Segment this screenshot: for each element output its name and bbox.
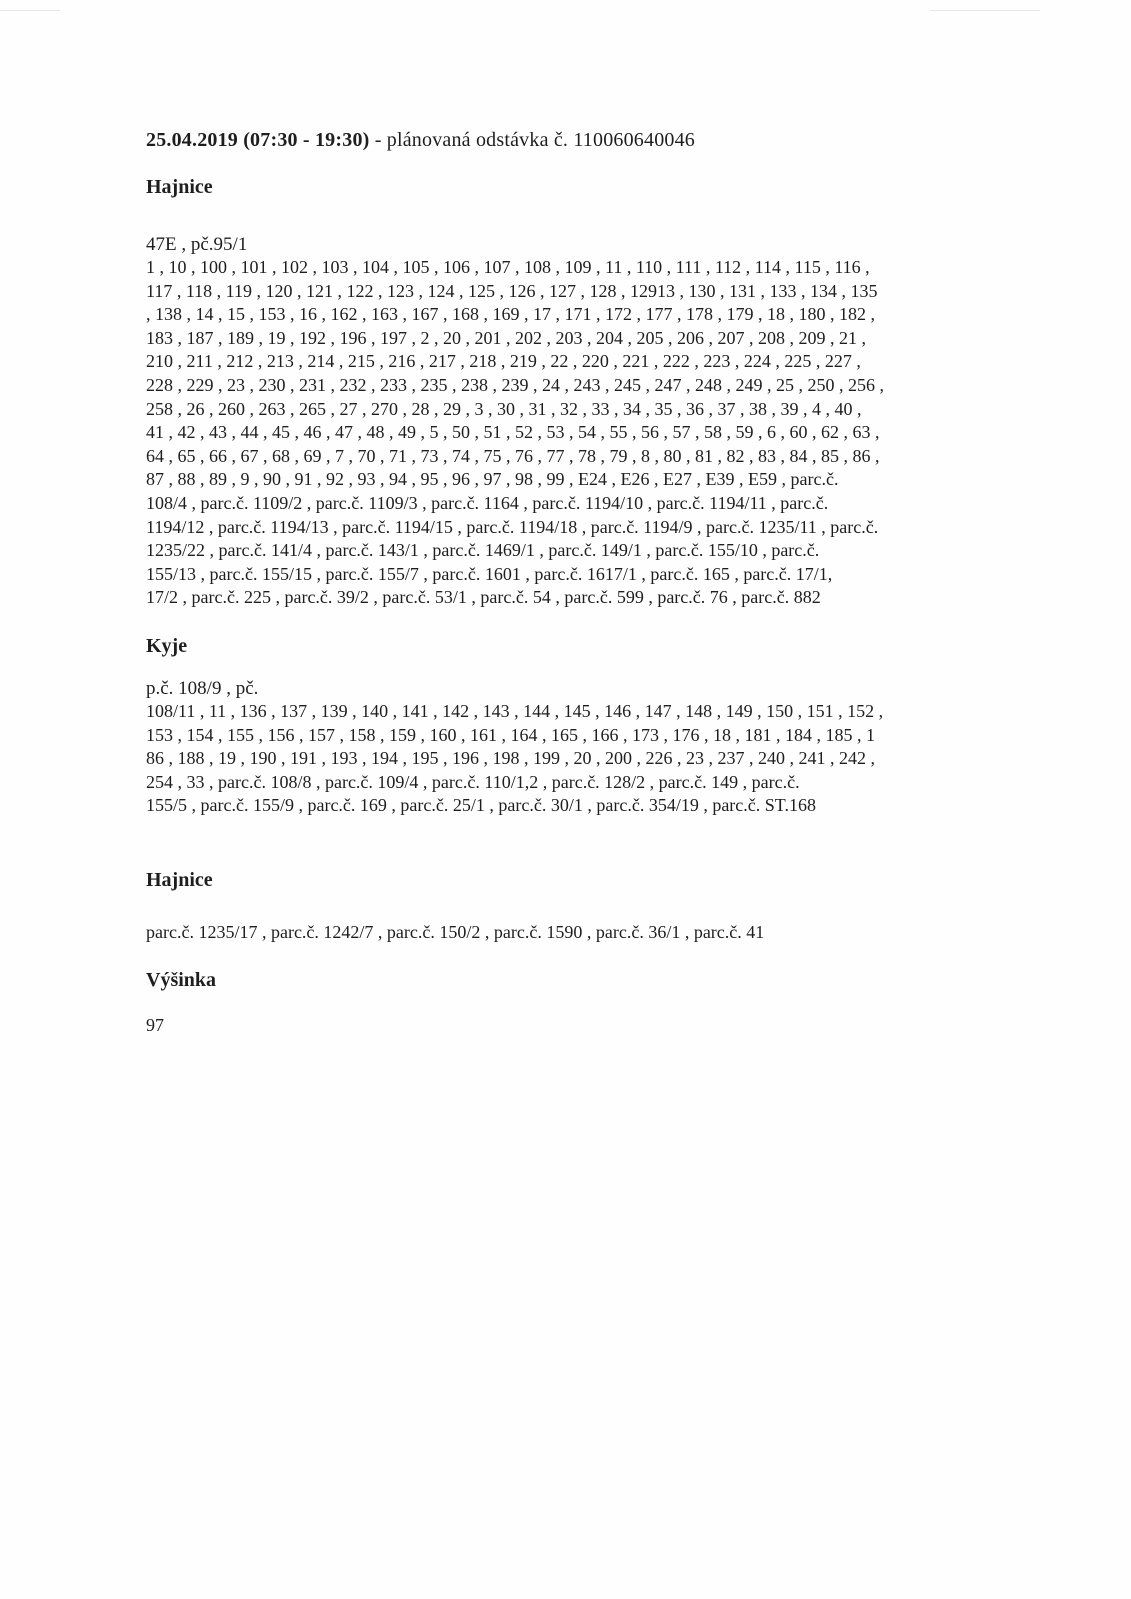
address-line: 97 <box>146 1015 164 1036</box>
address-line: 1 , 10 , 100 , 101 , 102 , 103 , 104 , 105 , 106 , 107 , 108 , 109 , 11 , 110 , 111 , 112 , 114 , 115 , 116 , <box>146 257 870 277</box>
section-hajnice <box>146 175 1026 610</box>
outage-date-time: 25.04.2019 (07:30 - 19:30) <box>146 129 370 151</box>
address-line: 210 , 211 , 212 , 213 , 214 , 215 , 216 , 217 , 218 , 219 , 22 , 220 , 221 , 222 , 223 , 224 , 225 , 227 , <box>146 351 861 372</box>
document-content <box>146 128 1026 1038</box>
address-line: , 138 , 14 , 15 , 153 , 16 , 162 , 163 , 167 , 168 , 169 , 17 , 171 , 172 , 177 , 178 , 179 , 18 , 180 , 182 , <box>146 304 875 325</box>
section-kyje <box>146 634 1026 818</box>
section-heading: Hajnice <box>146 176 213 198</box>
address-line: 87 , 88 , 89 , 9 , 90 , 91 , 92 , 93 , 94 , 95 , 96 , 97 , 98 , 99 , E24 , E26 , E27 , E39 , E59 , parc.č. <box>146 469 839 490</box>
address-line: 183 , 187 , 189 , 19 , 192 , 196 , 197 , 2 , 20 , 201 , 202 , 203 , 204 , 205 , 206 , 207 , 208 , 209 , 21 , <box>146 327 866 348</box>
address-line: 254 , 33 , parc.č. 108/8 , parc.č. 109/4 , parc.č. 110/1,2 , parc.č. 128/2 , parc.č. 149 , parc.č. <box>146 771 800 792</box>
address-line: 108/11 , 11 , 136 , 137 , 139 , 140 , 141 , 142 , 143 , 144 , 145 , 146 , 147 , 148 , 149 , 150 , 151 , 152 , <box>146 700 884 721</box>
address-line: p.č. 108/9 , pč. <box>146 677 259 699</box>
section-heading: Výšinka <box>146 969 217 992</box>
address-line: parc.č. 1235/17 , parc.č. 1242/7 , parc.č. 150/2 , parc.č. 1590 , parc.č. 36/1 , parc.č. 41 <box>146 921 765 942</box>
address-line: 258 , 26 , 260 , 263 , 265 , 27 , 270 , 28 , 29 , 3 , 30 , 31 , 32 , 33 , 34 , 35 , 36 , 37 , 38 , 39 , 4 , 40 , <box>146 398 862 419</box>
address-line: 47E , pč.95/1 <box>146 234 248 255</box>
scan-edge-mark <box>0 10 60 11</box>
address-line: 108/4 , parc.č. 1109/2 , parc.č. 1109/3 , parc.č. 1164 , parc.č. 1194/10 , parc.č. 1194/11 , parc.č. <box>146 492 829 513</box>
outage-description: - plánovaná odstávka č. 110060640046 <box>369 129 695 151</box>
address-line: 228 , 229 , 23 , 230 , 231 , 232 , 233 , 235 , 238 , 239 , 24 , 243 , 245 , 247 , 248 , 249 , 25 , 250 , 256 , <box>146 374 884 395</box>
scan-edge-mark <box>930 10 1040 11</box>
address-line: 41 , 42 , 43 , 44 , 45 , 46 , 47 , 48 , 49 , 5 , 50 , 51 , 52 , 53 , 54 , 55 , 56 , 57 , 58 , 59 , 6 , 60 , 62 , 63 , <box>146 422 880 443</box>
section-vysinka <box>146 968 1026 1038</box>
address-line: 86 , 188 , 19 , 190 , 191 , 193 , 194 , 195 , 196 , 198 , 199 , 20 , 200 , 226 , 23 , 237 , 240 , 241 , 242 , <box>146 748 875 769</box>
address-line: 155/5 , parc.č. 155/9 , parc.č. 169 , parc.č. 25/1 , parc.č. 30/1 , parc.č. 354/19 , parc.č. ST.168 <box>146 795 816 816</box>
address-line: 17/2 , parc.č. 225 , parc.č. 39/2 , parc.č. 53/1 , parc.č. 54 , parc.č. 599 , parc.č. 76 , parc.č. 882 <box>146 587 821 608</box>
address-line: 1235/22 , parc.č. 141/4 , parc.č. 143/1 , parc.č. 1469/1 , parc.č. 149/1 , parc.č. 155/10 , parc.č. <box>146 540 820 561</box>
outage-title <box>146 128 1026 152</box>
address-line: 155/13 , parc.č. 155/15 , parc.č. 155/7 , parc.č. 1601 , parc.č. 1617/1 , parc.č. 165 , parc.č. 17/1, <box>146 563 833 584</box>
address-line: 153 , 154 , 155 , 156 , 157 , 158 , 159 , 160 , 161 , 164 , 165 , 166 , 173 , 176 , 18 , 181 , 184 , 185 , 1 <box>146 724 875 745</box>
address-line: 1194/12 , parc.č. 1194/13 , parc.č. 1194/15 , parc.č. 1194/18 , parc.č. 1194/9 , parc.č. 1235/11 , parc.č. <box>146 516 879 537</box>
address-line: 64 , 65 , 66 , 67 , 68 , 69 , 7 , 70 , 71 , 73 , 74 , 75 , 76 , 77 , 78 , 79 , 8 , 80 , 81 , 82 , 83 , 84 , 85 , 86 , <box>146 445 880 466</box>
section-heading: Kyje <box>146 634 188 657</box>
section-heading: Hajnice <box>146 868 213 891</box>
address-line: 117 , 118 , 119 , 120 , 121 , 122 , 123 , 124 , 125 , 126 , 127 , 128 , 12913 , 130 , 131 , 133 , 134 , 135 <box>146 280 878 301</box>
section-hajnice-2 <box>146 868 1026 945</box>
